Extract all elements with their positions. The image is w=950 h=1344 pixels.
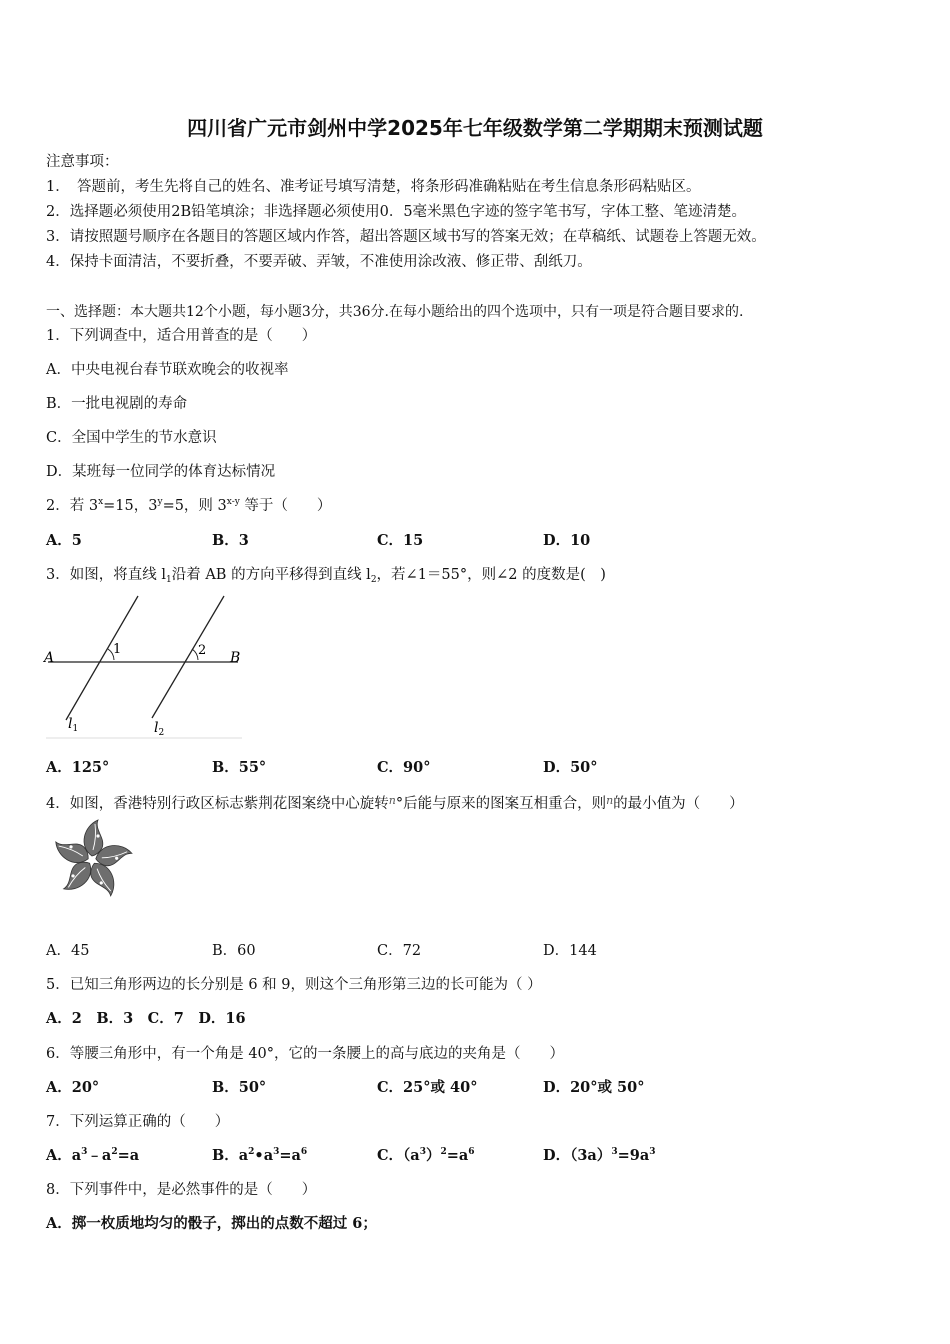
q8-stem: 8．下列事件中，是必然事件的是（ ） [46, 1182, 317, 1198]
q8-option-a: A．掷一枚质地均匀的骰子，掷出的点数不超过 6； [46, 1215, 377, 1232]
bauhinia-flower-icon [46, 814, 138, 906]
q3-option-a: A．125° [46, 759, 110, 776]
q3-stem: 3．如图，将直线 $l_1$沿着 AB 的方向平移得到直线 $l_2$，若∠1＝55°，则∠2 的度数是( ) [46, 567, 606, 585]
q6-option-c: C．25°或 40° [377, 1079, 478, 1096]
q4-option-d: D．144 [543, 943, 597, 959]
section-heading: 一、选择题：本大题共12个小题，每小题3分，共36分.在每小题给出的四个选项中，只有一项是符合题目要求的. [46, 304, 744, 320]
q6-option-a: A．20° [46, 1079, 100, 1096]
label-l1: $l_1$ [68, 716, 79, 734]
q1-option-b: B．一批电视剧的寿命 [46, 396, 188, 412]
q3-option-b: B．55° [212, 759, 267, 776]
q4-option-a: A．45 [46, 943, 90, 959]
q1-stem: 1．下列调查中，适合用普查的是（ ） [46, 328, 317, 344]
q2-option-c: C．15 [377, 532, 424, 549]
q1-option-a: A．中央电视台春节联欢晚会的收视率 [46, 362, 289, 378]
label-a: A [44, 650, 55, 666]
q1-option-c: C．全国中学生的节水意识 [46, 430, 217, 446]
q5-options: A．2 B．3 C．7 D．16 [46, 1010, 246, 1027]
label-angle-1: 1 [113, 642, 122, 657]
q4-option-c: C．72 [377, 943, 422, 959]
label-angle-2: 2 [198, 643, 207, 658]
q4-option-b: B．60 [212, 943, 256, 959]
q2-option-a: A．5 [46, 532, 82, 549]
page-title: 四川省广元市剑州中学2025年七年级数学第二学期期末预测试题 [187, 116, 763, 140]
q4-stem: 4．如图，香港特别行政区标志紫荆花图案绕中心旋转$^n$°后能与原来的图案互相重合，则$^n$的最小值为（ ） [46, 794, 744, 812]
q7-option-c: C．$(a^3)^2=a^6$ [377, 1147, 475, 1164]
q6-option-b: B．50° [212, 1079, 267, 1096]
label-b: B [230, 650, 241, 666]
line-l2 [152, 596, 224, 718]
notice-item-1: 1． 答题前，考生先将自己的姓名、准考证号填写清楚，将条形码准确粘贴在考生信息条形码粘贴区。 [46, 179, 701, 195]
q3-parallel-lines-figure [40, 592, 250, 742]
notice-item-3: 3．请按照题号顺序在各题目的答题区域内作答，超出答题区域书写的答案无效；在草稿纸、试题卷上答题无效。 [46, 229, 766, 245]
q6-option-d: D．20°或 50° [543, 1079, 645, 1096]
label-l2: $l_2$ [154, 720, 165, 738]
notice-item-4: 4．保持卡面清洁，不要折叠，不要弄破、弄皱，不准使用涂改液、修正带、刮纸刀。 [46, 254, 592, 270]
q1-option-d: D．某班每一位同学的体育达标情况 [46, 464, 276, 480]
line-l1 [66, 596, 138, 720]
q5-stem: 5．已知三角形两边的长分别是 6 和 9，则这个三角形第三边的长可能为（ ） [46, 977, 542, 993]
q7-option-d: D．$(3a)^3=9a^3$ [543, 1147, 656, 1164]
q2-option-d: D．10 [543, 532, 591, 549]
q3-option-d: D．50° [543, 759, 598, 776]
q2-stem: 2．若 $3^x=15$，$3^y=5$，则 3$^{x-y}$ 等于（ ） [46, 497, 332, 514]
q7-option-a: A．$a^3﹣a^2=a$ [46, 1147, 140, 1164]
q2-option-b: B．3 [212, 532, 249, 549]
q6-stem: 6．等腰三角形中，有一个角是 40°，它的一条腰上的高与底边的夹角是（ ） [46, 1046, 565, 1062]
notice-heading: 注意事项： [46, 154, 119, 170]
q3-option-c: C．90° [377, 759, 431, 776]
q7-stem: 7．下列运算正确的（ ） [46, 1114, 230, 1130]
q7-option-b: B．$a^2•a^3=a^6$ [212, 1147, 308, 1164]
notice-item-2: 2．选择题必须使用2B铅笔填涂；非选择题必须使用0．5毫米黑色字迹的签字笔书写，字体工整、笔迹清楚。 [46, 204, 747, 220]
